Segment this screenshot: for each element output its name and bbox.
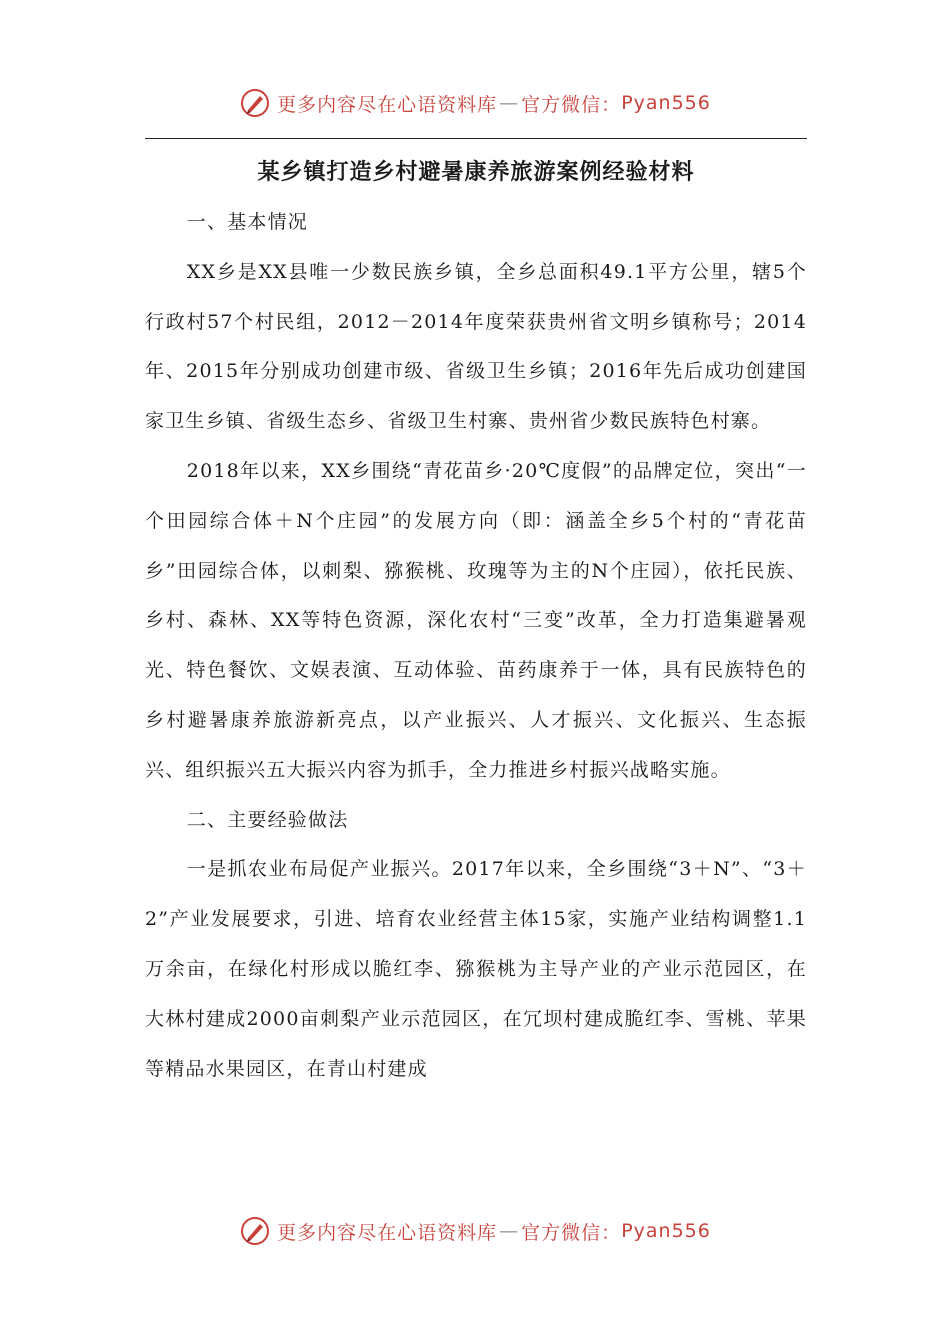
watermark-separator: —	[499, 92, 520, 114]
pen-circle-logo-icon	[239, 87, 271, 119]
paragraph: 2018年以来，XX乡围绕“青花苗乡·20℃度假”的品牌定位，突出“一个田园综合体＋N个庄园”的发展方向（即：涵盖全乡5个村的“青花苗乡”田园综合体，以刺梨、猕猴桃、玫瑰等为主的N个庄园），依托民族、乡村、森林、XX等特色资源，深化农村“三变”改革，全力打造集避暑观光、特色餐饮、文娱表演、互动体验、苗药康养于一体，具有民族特色的乡村避暑康养旅游新亮点，以产业振兴、人才振兴、文化振兴、生态振兴、组织振兴五大振兴内容为抓手，全力推进乡村振兴战略实施。	[145, 459, 807, 781]
footer-watermark	[0, 1211, 950, 1251]
watermark-separator: —	[499, 1220, 520, 1242]
document-title: 某乡镇打造乡村避暑康养旅游案例经验材料	[257, 160, 695, 185]
watermark-wechat-id: Pyan556	[621, 1220, 711, 1242]
watermark-suffix: 官方微信：	[521, 1221, 622, 1244]
section-heading-basic: 一、基本情况	[186, 211, 308, 233]
paragraph: 一是抓农业布局促产业振兴。2017年以来，全乡围绕“3＋N”、“3＋2”产业发展要求，引进、培育农业经营主体15家，实施产业结构调整1.1万余亩，在绿化村形成以脆红李、猕猴桃为主导产业的产业示范园区，在大林村建成2000亩刺梨产业示范园区，在冗坝村建成脆红李、雪桃、苹果等精品水果园区，在青山村建成	[145, 858, 807, 1080]
paragraph: XX乡是XX县唯一少数民族乡镇，全乡总面积49.1平方公里，辖5个行政村57个村民组，2012－2014年度荣获贵州省文明乡镇称号；2014年、2015年分别成功创建市级、省级卫生乡镇；2016年先后成功创建国家卫生乡镇、省级生态乡、省级卫生村寨、贵州省少数民族特色村寨。	[145, 260, 807, 433]
pen-circle-logo-icon	[239, 1215, 271, 1247]
watermark-wechat-id: Pyan556	[621, 92, 711, 114]
document-body	[145, 148, 807, 1094]
watermark-suffix: 官方微信：	[521, 93, 622, 116]
watermark-text: 更多内容尽在心语资料库	[277, 93, 498, 116]
watermark-text: 更多内容尽在心语资料库	[277, 1221, 498, 1244]
header-divider	[145, 138, 807, 139]
header-watermark	[0, 83, 950, 123]
section-heading-experience: 二、主要经验做法	[186, 808, 349, 831]
